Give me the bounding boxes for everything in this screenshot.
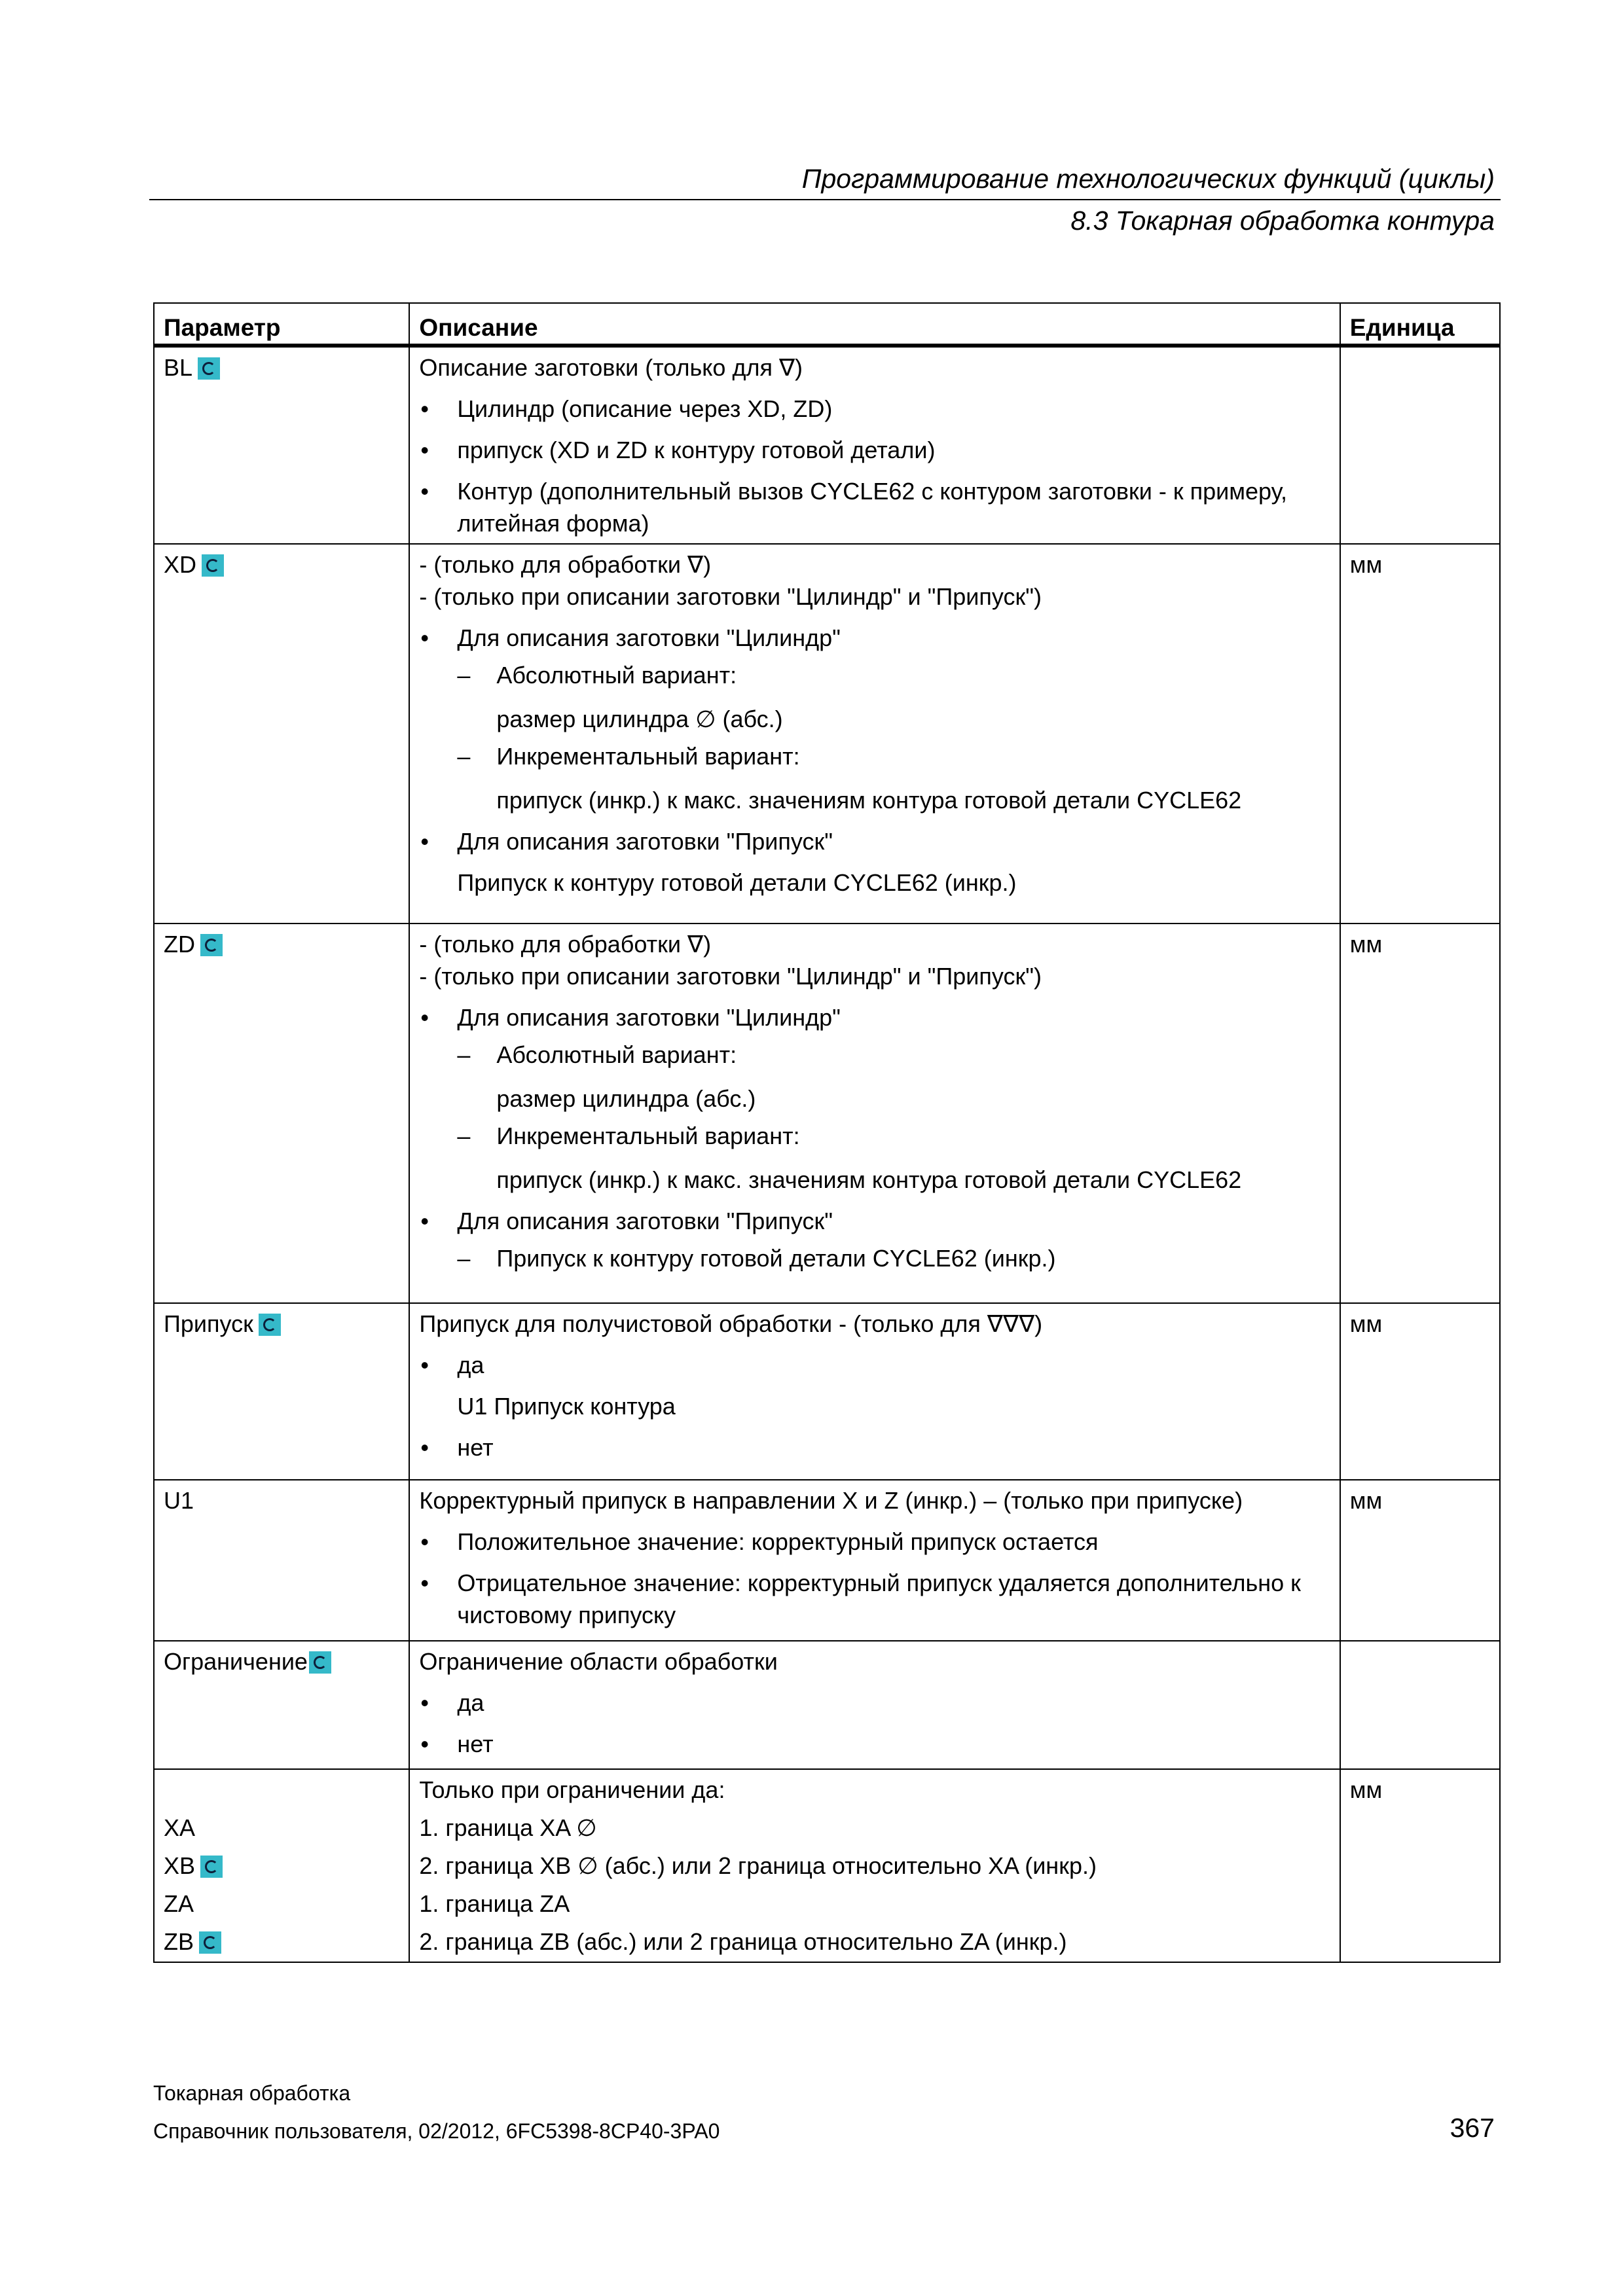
sub-item-text: припуск (инкр.) к макс. значениям контура готовой детали CYCLE62 bbox=[496, 1166, 1242, 1193]
description-cell bbox=[409, 1641, 1340, 1769]
chapter-title: Программирование технологических функций (циклы) bbox=[801, 164, 1495, 194]
description-text: Корректурный припуск в направлении X и Z (инкр.) – (только при припуске) bbox=[419, 1487, 1243, 1514]
param-cell bbox=[154, 346, 409, 544]
table-row bbox=[154, 1303, 1500, 1480]
cycle-toggle-icon[interactable] bbox=[200, 1856, 223, 1878]
sub-item: – Абсолютный вариант: bbox=[419, 659, 1331, 691]
description-cell bbox=[409, 1769, 1340, 1962]
param-name: XB bbox=[164, 1852, 196, 1879]
param-name: XA bbox=[164, 1814, 196, 1841]
table-row bbox=[154, 346, 1500, 544]
unit-cell: мм bbox=[1340, 924, 1500, 1303]
description-cell bbox=[409, 346, 1340, 544]
param-cell bbox=[154, 544, 409, 924]
param-name: Припуск bbox=[164, 1310, 253, 1337]
footer-title: Токарная обработка bbox=[153, 2081, 351, 2105]
param-cell bbox=[154, 1480, 409, 1641]
list-item-text: U1 Припуск контура bbox=[457, 1393, 676, 1420]
description-text: - (только при описании заготовки "Цилиндр" и "Припуск") bbox=[419, 963, 1042, 990]
description-text: Припуск для получистовой обработки - (только для ∇∇∇) bbox=[419, 1310, 1043, 1337]
list-item: • Положительное значение: корректурный припуск остается bbox=[419, 1526, 1331, 1558]
parameter-table bbox=[153, 302, 1501, 1963]
table-row bbox=[154, 1641, 1500, 1769]
table-row bbox=[154, 544, 1500, 924]
list-item: • припуск (XD и ZD к контуру готовой детали) bbox=[419, 434, 1331, 466]
param-cell bbox=[154, 924, 409, 1303]
unit-cell bbox=[1340, 1641, 1500, 1769]
description-text: 1. граница ZA bbox=[419, 1890, 570, 1917]
param-name: ZD bbox=[164, 931, 195, 958]
description-text: Только при ограничении да: bbox=[419, 1776, 725, 1803]
cycle-toggle-icon[interactable] bbox=[199, 1931, 221, 1954]
description-text: 2. граница XB ∅ (абс.) или 2 граница относительно XA (инкр.) bbox=[419, 1852, 1097, 1879]
cycle-toggle-icon[interactable] bbox=[202, 554, 224, 577]
page-number: 367 bbox=[1450, 2113, 1495, 2143]
description-text: Ограничение области обработки bbox=[419, 1648, 778, 1675]
param-name: Ограничение bbox=[164, 1648, 308, 1675]
header-desc: Описание bbox=[409, 303, 1340, 346]
param-name: BL bbox=[164, 354, 193, 381]
description-text: - (только для обработки ∇) bbox=[419, 931, 712, 958]
description-text: 1. граница XA ∅ bbox=[419, 1814, 597, 1841]
param-cell bbox=[154, 1769, 409, 1962]
description-cell bbox=[409, 1303, 1340, 1480]
unit-cell bbox=[1340, 346, 1500, 544]
section-title: 8.3 Токарная обработка контура bbox=[1070, 206, 1495, 236]
sub-item: – Абсолютный вариант: bbox=[419, 1039, 1331, 1071]
list-item: • Для описания заготовки "Цилиндр" bbox=[419, 622, 1331, 654]
sub-item: – Инкрементальный вариант: bbox=[419, 740, 1331, 772]
list-item: • Для описания заготовки "Цилиндр" bbox=[419, 1001, 1331, 1033]
header-unit: Единица bbox=[1340, 303, 1500, 346]
list-item: • Для описания заготовки "Припуск" bbox=[419, 1205, 1331, 1237]
cycle-toggle-icon[interactable] bbox=[198, 357, 220, 380]
list-item: • да bbox=[419, 1687, 1331, 1719]
list-item: • Контур (дополнительный вызов CYCLE62 с контуром заготовки - к примеру, литейная форма) bbox=[419, 475, 1331, 539]
list-item: • да bbox=[419, 1349, 1331, 1381]
table-row bbox=[154, 1769, 1500, 1962]
unit-cell: мм bbox=[1340, 1303, 1500, 1480]
description-cell bbox=[409, 544, 1340, 924]
unit-cell: мм bbox=[1340, 544, 1500, 924]
param-name: U1 bbox=[164, 1487, 194, 1514]
table-header-row bbox=[154, 303, 1500, 346]
sub-item-text: размер цилиндра ∅ (абс.) bbox=[496, 706, 783, 732]
footer-doc-info: Справочник пользователя, 02/2012, 6FC5398-8CP40-3PA0 bbox=[153, 2119, 720, 2143]
cycle-toggle-icon[interactable] bbox=[309, 1651, 331, 1674]
param-name: XD bbox=[164, 551, 197, 578]
unit-cell: мм bbox=[1340, 1480, 1500, 1641]
cycle-toggle-icon[interactable] bbox=[259, 1314, 281, 1336]
description-text: 2. граница ZB (абс.) или 2 граница относительно ZA (инкр.) bbox=[419, 1928, 1067, 1955]
sub-item-text: припуск (инкр.) к макс. значениям контура готовой детали CYCLE62 bbox=[496, 787, 1242, 814]
param-name: ZB bbox=[164, 1928, 194, 1955]
description-text: - (только при описании заготовки "Цилиндр" и "Припуск") bbox=[419, 583, 1042, 610]
table-row bbox=[154, 924, 1500, 1303]
list-item: • Для описания заготовки "Припуск" bbox=[419, 825, 1331, 857]
list-item: • Отрицательное значение: корректурный припуск удаляется дополнительно к чистовому припуску bbox=[419, 1567, 1331, 1631]
header-rule bbox=[149, 199, 1501, 200]
description-text: - (только для обработки ∇) bbox=[419, 551, 712, 578]
param-name: ZA bbox=[164, 1890, 194, 1917]
list-item-text: Припуск к контуру готовой детали CYCLE62 (инкр.) bbox=[457, 869, 1017, 896]
header-param: Параметр bbox=[154, 303, 409, 346]
sub-item: – Припуск к контуру готовой детали CYCLE62 (инкр.) bbox=[419, 1242, 1331, 1274]
list-item: • нет bbox=[419, 1728, 1331, 1760]
param-cell bbox=[154, 1641, 409, 1769]
description-cell bbox=[409, 1480, 1340, 1641]
param-cell bbox=[154, 1303, 409, 1480]
cycle-toggle-icon[interactable] bbox=[200, 934, 223, 956]
table-row bbox=[154, 1480, 1500, 1641]
description-cell bbox=[409, 924, 1340, 1303]
sub-item: – Инкрементальный вариант: bbox=[419, 1120, 1331, 1152]
sub-item-text: размер цилиндра (абс.) bbox=[496, 1085, 756, 1112]
unit-cell: мм bbox=[1340, 1769, 1500, 1962]
list-item: • Цилиндр (описание через XD, ZD) bbox=[419, 393, 1331, 425]
list-item: • нет bbox=[419, 1431, 1331, 1463]
description-text: Описание заготовки (только для ∇) bbox=[419, 354, 803, 381]
